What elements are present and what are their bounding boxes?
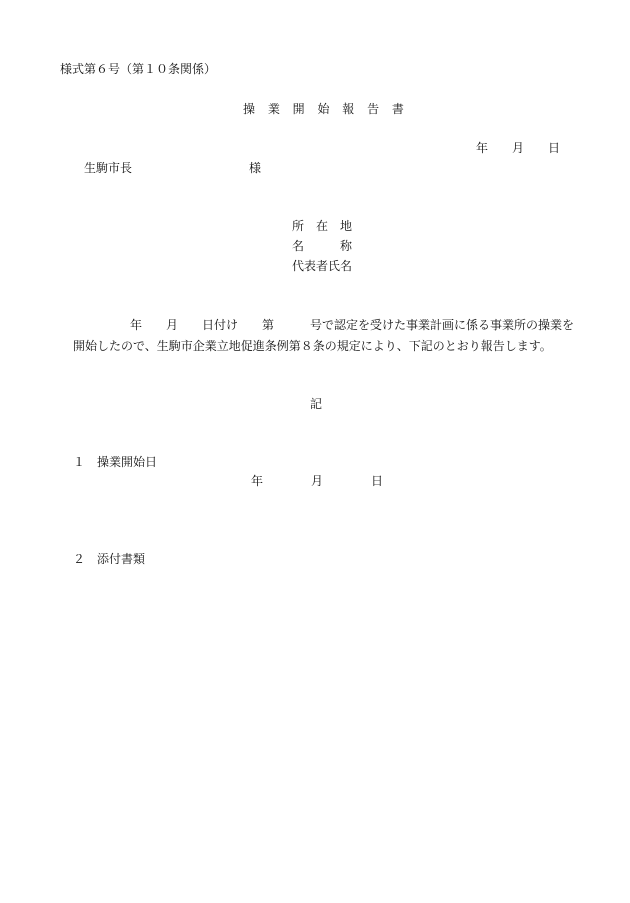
document-title: 操 業 開 始 報 告 書 [243, 102, 409, 116]
body-text-line-2: 開始したので、生駒市企業立地促進条例第８条の規定により、下記のとおり報告します。 [73, 339, 552, 353]
item-1-label: １ 操業開始日 [73, 455, 158, 469]
item-2-label: ２ 添付書類 [73, 552, 146, 566]
addressee: 生駒市長 [84, 161, 133, 175]
ki-heading: 記 [310, 397, 323, 411]
body-text-line-1: 年 月 日付け 第 号で認定を受けた事業計画に係る事業所の操業を [130, 318, 575, 332]
reporter-name-label: 名 称 [292, 239, 353, 253]
report-date: 年 月 日 [476, 141, 561, 155]
addressee-honorific: 様 [249, 161, 262, 175]
reporter-representative-label: 代表者氏名 [292, 259, 353, 273]
item-1-date: 年 月 日 [251, 474, 384, 488]
form-number: 様式第６号（第１０条関係） [60, 62, 217, 76]
reporter-location-label: 所 在 地 [292, 219, 353, 233]
